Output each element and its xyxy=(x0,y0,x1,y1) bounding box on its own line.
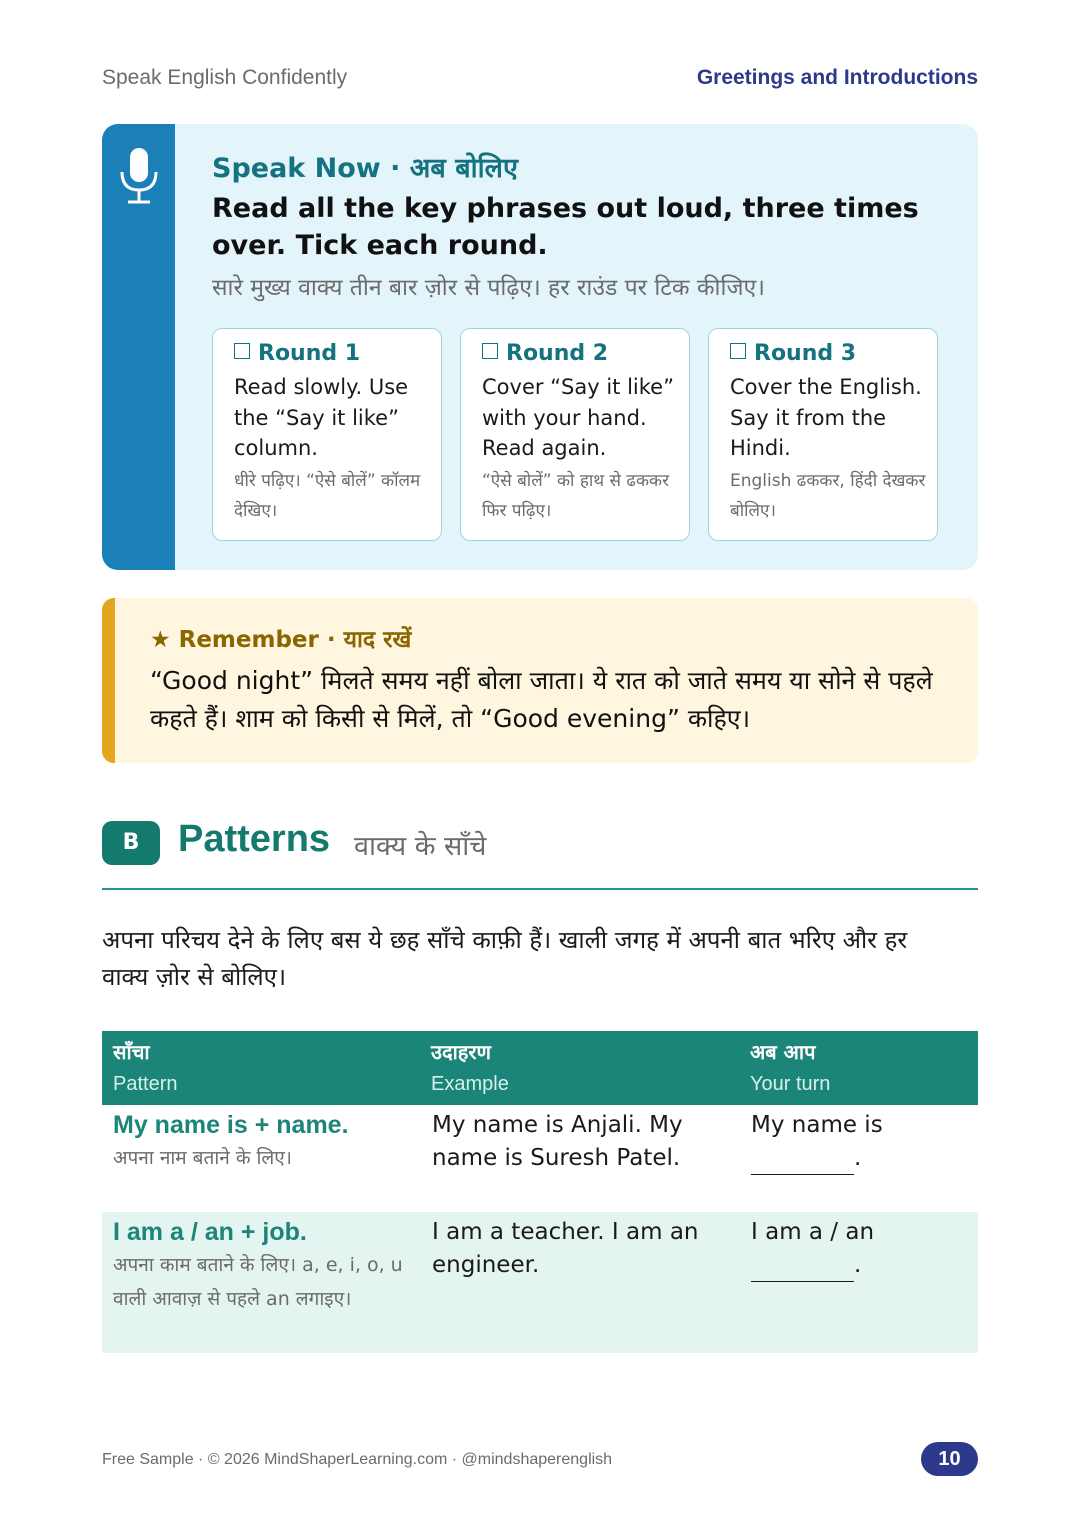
checkbox-icon[interactable] xyxy=(482,343,498,359)
round-instruction-hindi: English ढककर, हिंदी देखकर बोलिए। xyxy=(730,470,926,521)
section-subtitle: वाक्य के साँचे xyxy=(354,831,487,862)
section-badge: B xyxy=(102,821,160,865)
speak-now-accent-bar xyxy=(102,124,175,570)
your-turn-cell xyxy=(751,1109,883,1175)
checkbox-icon[interactable] xyxy=(234,343,250,359)
round-label: Round 3 xyxy=(754,341,857,366)
blank-end: . xyxy=(854,1145,862,1171)
fill-in-blank[interactable] xyxy=(751,1251,854,1282)
pattern-cell xyxy=(113,1109,413,1175)
table-row xyxy=(102,1105,978,1212)
section-title: Patterns xyxy=(178,818,331,860)
speak-now-instruction-hindi: सारे मुख्य वाक्य तीन बार ज़ोर से पढ़िए। हर राउंड पर टिक कीजिए। xyxy=(212,275,765,301)
header-english: Pattern xyxy=(113,1073,178,1095)
header-english: Example xyxy=(431,1073,509,1095)
pattern-note: अपना काम बताने के लिए। a, e, i, o, u वाली आवाज़ से पहले an लगाइए। xyxy=(113,1254,403,1310)
pattern-text: I am a / an + job. xyxy=(113,1218,307,1246)
round-2-checkbox[interactable] xyxy=(482,341,689,366)
header-english: Your turn xyxy=(750,1073,831,1095)
round-instruction: Cover the English. Say it from the Hindi. xyxy=(730,375,922,460)
remember-box xyxy=(102,598,978,763)
round-instruction-hindi: “ऐसे बोलें” को हाथ से ढककर फिर पढ़िए। xyxy=(482,470,670,521)
chapter-title: Greetings and Introductions xyxy=(696,66,978,89)
round-card-3 xyxy=(708,328,938,541)
remember-accent-bar xyxy=(102,598,115,763)
section-divider xyxy=(102,888,978,890)
header-hindi: साँचा xyxy=(113,1040,150,1064)
footer-credit: Free Sample · © 2026 MindShaperLearning.com · @mindshaperenglish xyxy=(102,1451,613,1468)
fill-in-blank[interactable] xyxy=(751,1144,854,1175)
remember-title: ★ Remember · याद रखें xyxy=(150,627,412,653)
pattern-text: My name is + name. xyxy=(113,1111,349,1139)
round-card-2 xyxy=(460,328,690,541)
your-turn-prompt: I am a / an xyxy=(751,1219,875,1245)
your-turn-cell xyxy=(751,1216,874,1282)
example-cell: I am a teacher. I am an engineer. xyxy=(432,1219,699,1278)
header-hindi: अब आप xyxy=(750,1040,816,1064)
table-header xyxy=(102,1031,978,1105)
round-instruction: Read slowly. Use the “Say it like” column. xyxy=(234,375,409,460)
header-pattern xyxy=(113,1039,177,1103)
round-1-checkbox[interactable] xyxy=(234,341,441,366)
header-example xyxy=(431,1039,509,1103)
page-number: 10 xyxy=(921,1442,978,1476)
round-label: Round 2 xyxy=(506,341,609,366)
remember-text: “Good night” मिलते समय नहीं बोला जाता। ये रात को जाते समय या सोने से पहले कहते हैं। शाम को किसी से मिलें, तो “Good evening” कहिए। xyxy=(150,666,933,733)
blank-end: . xyxy=(854,1252,862,1278)
example-cell: My name is Anjali. My name is Suresh Patel. xyxy=(432,1112,683,1171)
round-instruction: Cover “Say it like” with your hand. Read again. xyxy=(482,375,674,460)
book-title: Speak English Confidently xyxy=(102,66,348,89)
header-your-turn xyxy=(750,1039,830,1103)
pattern-cell xyxy=(113,1216,413,1316)
header-hindi: उदाहरण xyxy=(431,1040,492,1064)
round-3-checkbox[interactable] xyxy=(730,341,937,366)
round-card-1 xyxy=(212,328,442,541)
section-intro: अपना परिचय देने के लिए बस ये छह साँचे काफ़ी हैं। खाली जगह में अपनी बात भरिए और हर वाक्य ज़ोर से बोलिए। xyxy=(102,926,908,991)
speak-now-box xyxy=(102,124,978,570)
round-label: Round 1 xyxy=(258,341,361,366)
pattern-note: अपना नाम बताने के लिए। xyxy=(113,1147,293,1169)
round-instruction-hindi: धीरे पढ़िए। “ऐसे बोलें” कॉलम देखिए। xyxy=(234,470,421,521)
checkbox-icon[interactable] xyxy=(730,343,746,359)
speak-now-instruction: Read all the key phrases out loud, three times over. Tick each round. xyxy=(212,193,919,261)
speak-now-title: Speak Now · अब बोलिए xyxy=(212,153,518,184)
microphone-icon xyxy=(118,146,160,206)
your-turn-prompt: My name is xyxy=(751,1112,883,1138)
table-row xyxy=(102,1212,978,1353)
